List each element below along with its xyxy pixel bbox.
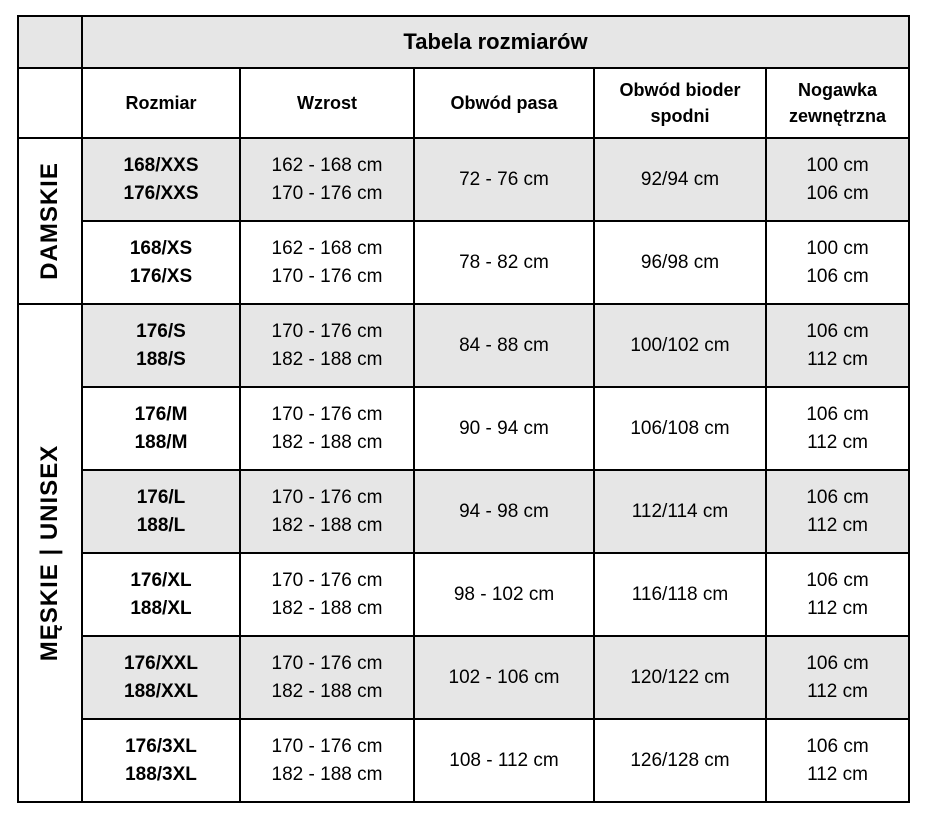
- height-value: 170 - 176 cm: [271, 735, 383, 757]
- size-cell: [82, 636, 240, 719]
- size-cell: [82, 304, 240, 387]
- size-cell: [82, 719, 240, 802]
- height-value: 170 - 176 cm: [271, 320, 383, 342]
- leg-value: 112 cm: [807, 597, 868, 619]
- group-label-men: MĘSKIE | UNISEX: [36, 444, 63, 662]
- header-leg-line-1: Nogawka: [798, 80, 878, 100]
- leg-value: 112 cm: [807, 514, 868, 536]
- height-cell: [240, 221, 414, 304]
- leg-cell: [766, 470, 909, 553]
- group-cell-women: [18, 138, 82, 304]
- height-value: 162 - 168 cm: [271, 237, 383, 259]
- hips-cell: [594, 387, 766, 470]
- leg-cell: [766, 304, 909, 387]
- leg-value: 100 cm: [806, 237, 869, 259]
- header-row: [18, 68, 909, 138]
- leg-value: 112 cm: [807, 348, 868, 370]
- size-value: 176/3XL: [125, 735, 197, 757]
- table-row: [18, 138, 909, 221]
- size-cell: [82, 221, 240, 304]
- leg-value: 106 cm: [806, 265, 869, 287]
- size-value: 176/XL: [130, 569, 192, 591]
- hips-cell: [594, 221, 766, 304]
- table-body: [18, 138, 909, 802]
- leg-value: 112 cm: [807, 431, 868, 453]
- size-cell: [82, 470, 240, 553]
- waist-value: 94 - 98 cm: [459, 500, 549, 522]
- leg-value: 106 cm: [806, 403, 869, 425]
- header-corner-cell: [18, 68, 82, 138]
- table-row: [18, 470, 909, 553]
- table-row: [18, 636, 909, 719]
- hips-cell: [594, 470, 766, 553]
- waist-cell: [414, 304, 594, 387]
- table-row: [18, 553, 909, 636]
- waist-value: 108 - 112 cm: [449, 749, 559, 771]
- leg-cell: [766, 719, 909, 802]
- waist-value: 84 - 88 cm: [459, 334, 549, 356]
- size-value: 176/XXL: [124, 652, 198, 674]
- height-cell: [240, 138, 414, 221]
- waist-value: 78 - 82 cm: [459, 251, 549, 273]
- hips-value: 92/94 cm: [640, 168, 720, 190]
- height-cell: [240, 304, 414, 387]
- size-value: 168/XS: [129, 237, 193, 259]
- height-value: 162 - 168 cm: [271, 154, 383, 176]
- hips-cell: [594, 636, 766, 719]
- hips-cell: [594, 553, 766, 636]
- height-cell: [240, 553, 414, 636]
- table-row: [18, 719, 909, 802]
- leg-value: 100 cm: [806, 154, 869, 176]
- size-value: 188/L: [136, 514, 186, 536]
- waist-cell: [414, 221, 594, 304]
- leg-cell: [766, 221, 909, 304]
- height-value: 170 - 176 cm: [271, 182, 383, 204]
- table-title: Tabela rozmiarów: [82, 16, 909, 68]
- leg-value: 106 cm: [806, 182, 869, 204]
- size-value: 176/XXS: [123, 182, 199, 204]
- height-cell: [240, 387, 414, 470]
- group-label-women: DAMSKIE: [36, 162, 63, 280]
- leg-cell: [766, 553, 909, 636]
- size-value: 188/S: [136, 348, 186, 370]
- waist-cell: [414, 470, 594, 553]
- size-value: 176/L: [136, 486, 186, 508]
- hips-value: 116/118 cm: [631, 583, 729, 605]
- hips-cell: [594, 138, 766, 221]
- height-value: 182 - 188 cm: [271, 597, 383, 619]
- size-cell: [82, 387, 240, 470]
- height-cell: [240, 719, 414, 802]
- height-value: 182 - 188 cm: [271, 431, 383, 453]
- leg-value: 106 cm: [806, 486, 869, 508]
- waist-cell: [414, 387, 594, 470]
- hips-value: 106/108 cm: [630, 417, 730, 439]
- height-value: 182 - 188 cm: [271, 680, 383, 702]
- waist-cell: [414, 553, 594, 636]
- header-waist: Obwód pasa: [414, 68, 594, 138]
- height-value: 170 - 176 cm: [271, 652, 383, 674]
- leg-value: 106 cm: [806, 569, 869, 591]
- size-value: 188/XL: [130, 597, 192, 619]
- size-value: 176/M: [134, 403, 188, 425]
- size-value: 188/3XL: [125, 763, 197, 785]
- waist-value: 98 - 102 cm: [453, 583, 555, 605]
- hips-value: 96/98 cm: [640, 251, 720, 273]
- corner-cell: [18, 16, 82, 68]
- leg-value: 106 cm: [806, 735, 869, 757]
- height-value: 170 - 176 cm: [271, 486, 383, 508]
- hips-value: 100/102 cm: [630, 334, 730, 356]
- header-hips: [594, 68, 766, 138]
- header-size: Rozmiar: [82, 68, 240, 138]
- hips-cell: [594, 304, 766, 387]
- header-leg: [766, 68, 909, 138]
- header-leg-line-2: zewnętrzna: [789, 106, 887, 126]
- leg-value: 106 cm: [806, 652, 869, 674]
- size-value: 176/S: [136, 320, 186, 342]
- group-cell-men: [18, 304, 82, 802]
- header-hips-line-2: spodni: [650, 106, 710, 126]
- size-cell: [82, 553, 240, 636]
- hips-value: 112/114 cm: [631, 500, 729, 522]
- waist-value: 72 - 76 cm: [459, 168, 549, 190]
- waist-value: 90 - 94 cm: [459, 417, 549, 439]
- table-row: [18, 387, 909, 470]
- height-cell: [240, 636, 414, 719]
- height-value: 182 - 188 cm: [271, 763, 383, 785]
- table-row: [18, 304, 909, 387]
- hips-value: 120/122 cm: [630, 666, 730, 688]
- leg-cell: [766, 387, 909, 470]
- leg-value: 112 cm: [807, 763, 868, 785]
- leg-cell: [766, 636, 909, 719]
- height-value: 170 - 176 cm: [271, 265, 383, 287]
- table-row: [18, 221, 909, 304]
- leg-cell: [766, 138, 909, 221]
- title-row: [18, 16, 909, 68]
- waist-cell: [414, 138, 594, 221]
- waist-cell: [414, 719, 594, 802]
- hips-cell: [594, 719, 766, 802]
- size-value: 188/M: [134, 431, 188, 453]
- height-value: 182 - 188 cm: [271, 514, 383, 536]
- leg-value: 106 cm: [806, 320, 869, 342]
- size-cell: [82, 138, 240, 221]
- size-value: 176/XS: [129, 265, 193, 287]
- height-value: 170 - 176 cm: [271, 403, 383, 425]
- waist-value: 102 - 106 cm: [448, 666, 560, 688]
- size-value: 188/XXL: [124, 680, 198, 702]
- size-chart-table: [17, 15, 910, 803]
- height-cell: [240, 470, 414, 553]
- header-hips-line-1: Obwód bioder: [619, 80, 741, 100]
- hips-value: 126/128 cm: [630, 749, 730, 771]
- leg-value: 112 cm: [807, 680, 868, 702]
- height-value: 182 - 188 cm: [271, 348, 383, 370]
- waist-cell: [414, 636, 594, 719]
- height-value: 170 - 176 cm: [271, 569, 383, 591]
- header-height: Wzrost: [240, 68, 414, 138]
- size-value: 168/XXS: [123, 154, 199, 176]
